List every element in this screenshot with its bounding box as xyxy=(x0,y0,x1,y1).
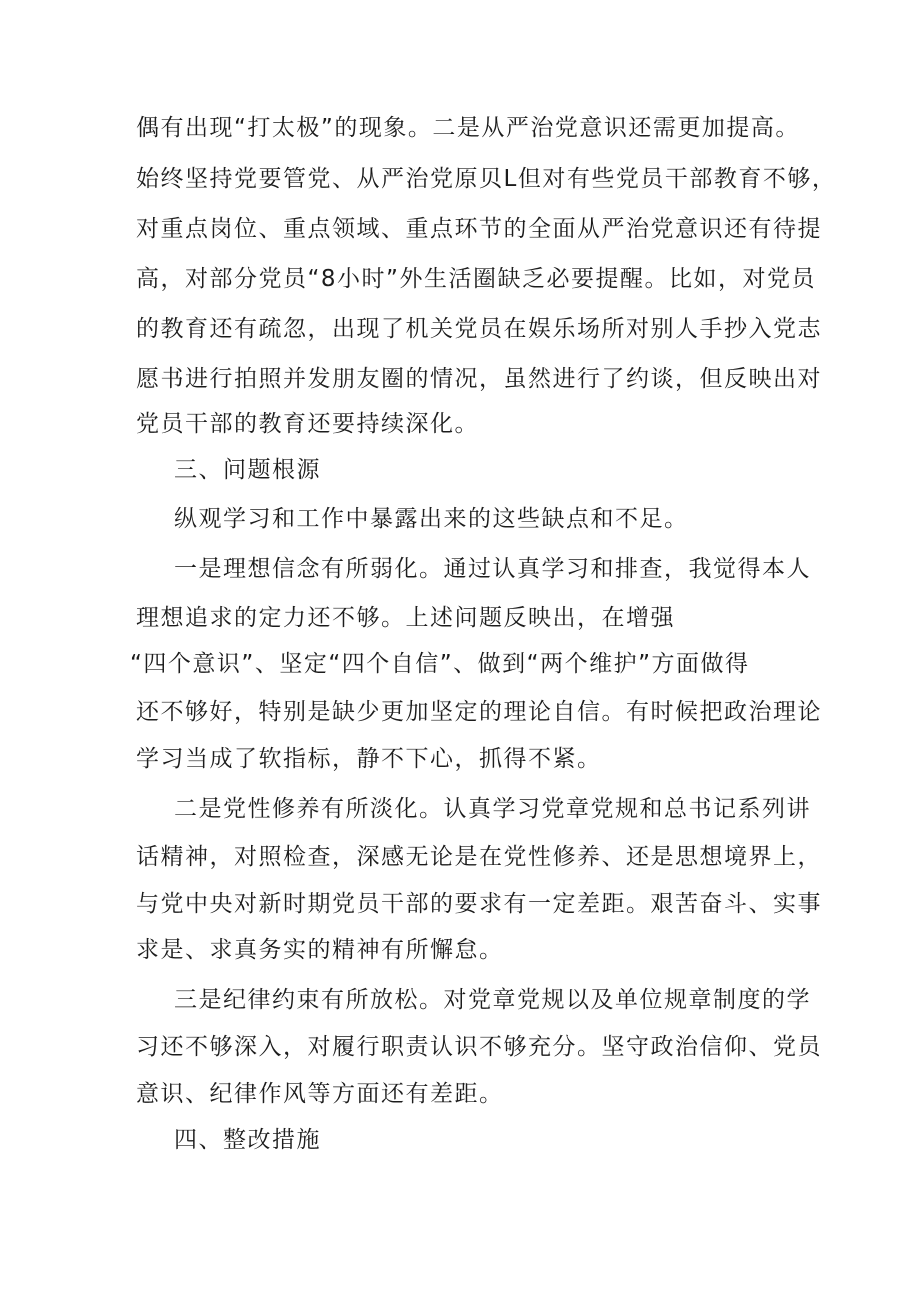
text-line: 学习当成了软指标，静不下心，抓得不紧。 xyxy=(136,746,602,772)
text-line: “四个意识”、坚定“四个自信”、做到“两个维护”方面做得 xyxy=(130,651,750,677)
text-line: 理想追求的定力还不够。上述问题反映出，在增强 xyxy=(136,605,675,631)
text-line: 始终坚持党要管党、从严治党原贝L但对有些党员干部教育不够， xyxy=(136,166,837,192)
text-line: 还不够好，特别是缺少更加坚定的理论自信。有时候把政治理论 xyxy=(136,699,822,725)
text-line: 偶有出现“打太极”的现象。二是从严治党意识还需更加提高。 xyxy=(136,115,800,141)
text-line: 三是纪律约束有所放松。对党章党规以及单位规章制度的学 xyxy=(174,987,811,1013)
text-line: 纵观学习和工作中暴露出来的这些缺点和不足。 xyxy=(174,506,689,532)
text-line: 对重点岗位、重点领域、重点环节的全面从严治党意识还有待提 xyxy=(136,216,822,242)
text-line: 话精神，对照检查，深感无论是在党性修养、还是思想境界上， xyxy=(136,844,822,870)
text-line: 二是党性修养有所淡化。认真学习党章党规和总书记系列讲 xyxy=(174,796,811,822)
text-line: 党员干部的教育还要持续深化。 xyxy=(136,411,479,437)
text-line: 一是理想信念有所弱化。通过认真学习和排查，我觉得本人 xyxy=(174,556,811,582)
text-line: 愿书进行拍照并发朋友圈的情况，虽然进行了约谈，但反映出对 xyxy=(136,366,822,392)
section-heading: 四、整改措施 xyxy=(174,1127,321,1153)
text-line: 意识、纪律作风等方面还有差距。 xyxy=(136,1081,504,1107)
text-line: 求是、求真务实的精神有所懈怠。 xyxy=(136,937,504,963)
text-line: 习还不够深入，对履行职责认识不够充分。坚守政治信仰、党员 xyxy=(136,1034,822,1060)
text-line: 高，对部分党员“8小时”外生活圈缺乏必要提醒。比如，对党员 xyxy=(136,266,816,292)
section-heading: 三、问题根源 xyxy=(174,457,321,483)
text-line: 与党中央对新时期党员干部的要求有一定差距。艰苦奋斗、实事 xyxy=(136,891,822,917)
text-line: 的教育还有疏忽，出现了机关党员在娱乐场所对别人手抄入党志 xyxy=(136,316,822,342)
